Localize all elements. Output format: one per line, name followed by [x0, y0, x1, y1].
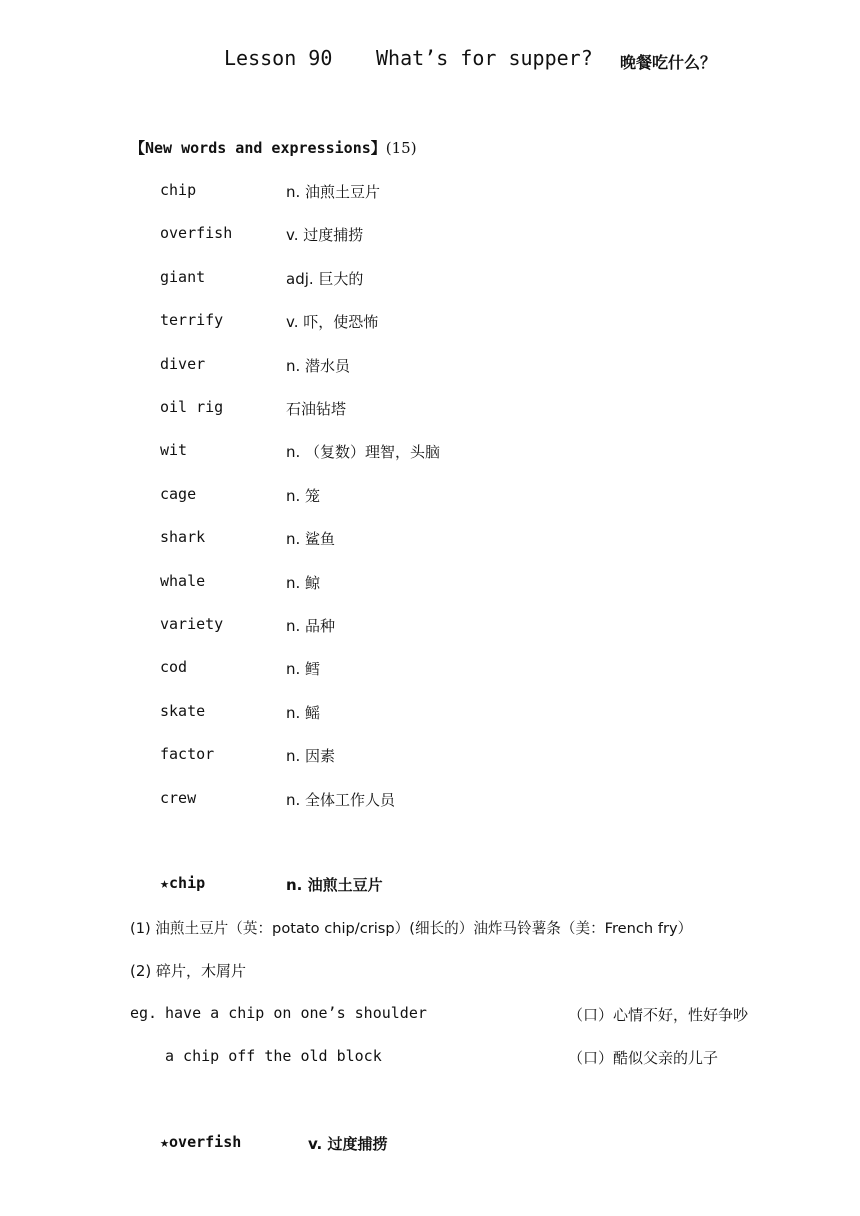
vocab-word: chip	[160, 181, 197, 199]
lesson-number: Lesson 90	[224, 46, 333, 70]
vocab-word: shark	[160, 528, 206, 546]
vocab-definition: n. 全体工作人员	[286, 791, 396, 809]
vocab-definition: n. 因素	[286, 747, 336, 765]
vocab-word: overfish	[160, 224, 233, 242]
entry-chip-head: ★chip	[160, 874, 206, 892]
example-phrase-2: a chip off the old block	[165, 1047, 382, 1065]
vocab-word: wit	[160, 441, 188, 459]
entry-overfish-head: ★overfish	[160, 1133, 242, 1151]
vocab-definition: 石油钻塔	[286, 400, 347, 418]
vocab-word: cod	[160, 658, 188, 676]
vocab-word: factor	[160, 745, 215, 763]
example-phrase-1: have a chip on one’s shoulder	[165, 1004, 427, 1022]
vocab-definition: n. 鲸	[286, 574, 321, 592]
example-meaning-2: （口）酷似父亲的儿子	[568, 1049, 719, 1067]
lesson-title	[0, 46, 860, 74]
example-meaning-1: （口）心情不好，性好争吵	[568, 1006, 749, 1024]
section-word-count: (15)	[385, 139, 417, 157]
entry-chip-sense-2: (2) 碎片，木屑片	[130, 962, 247, 980]
entry-chip-sense-1: (1) 油煎土豆片（英：potato chip/crisp）(细长的）油炸马铃薯条（美：French fry）	[130, 920, 693, 937]
vocab-word: terrify	[160, 311, 224, 329]
vocab-definition: n. 品种	[286, 617, 336, 635]
vocab-word: variety	[160, 615, 224, 633]
vocab-word: diver	[160, 355, 206, 373]
vocab-definition: v. 过度捕捞	[286, 226, 364, 244]
section-heading	[130, 137, 417, 158]
lesson-question: What’s for supper?	[376, 46, 593, 70]
entry-chip-def: n. 油煎土豆片	[286, 876, 383, 894]
vocab-word: crew	[160, 789, 197, 807]
vocab-word: skate	[160, 702, 206, 720]
vocab-definition: n. 潜水员	[286, 357, 351, 375]
section-heading-text: 【New words and expressions】	[130, 139, 386, 157]
vocab-word: cage	[160, 485, 197, 503]
vocab-definition: n. 笼	[286, 487, 321, 505]
vocab-definition: n. 油煎土豆片	[286, 183, 381, 201]
vocab-word: giant	[160, 268, 206, 286]
vocab-word: oil rig	[160, 398, 224, 416]
vocab-definition: n. 鲨鱼	[286, 530, 336, 548]
example-label: eg.	[130, 1004, 158, 1022]
entry-overfish-def: v. 过度捕捞	[308, 1135, 388, 1153]
lesson-title-chinese: 晚餐吃什么？	[620, 53, 717, 72]
vocab-definition: n. 鳕	[286, 660, 321, 678]
vocab-definition: n. （复数）理智，头脑	[286, 443, 441, 461]
vocab-definition: n. 鳐	[286, 704, 321, 722]
vocab-word: whale	[160, 572, 206, 590]
vocab-definition: adj. 巨大的	[286, 270, 364, 288]
vocab-definition: v. 吓，使恐怖	[286, 313, 379, 331]
